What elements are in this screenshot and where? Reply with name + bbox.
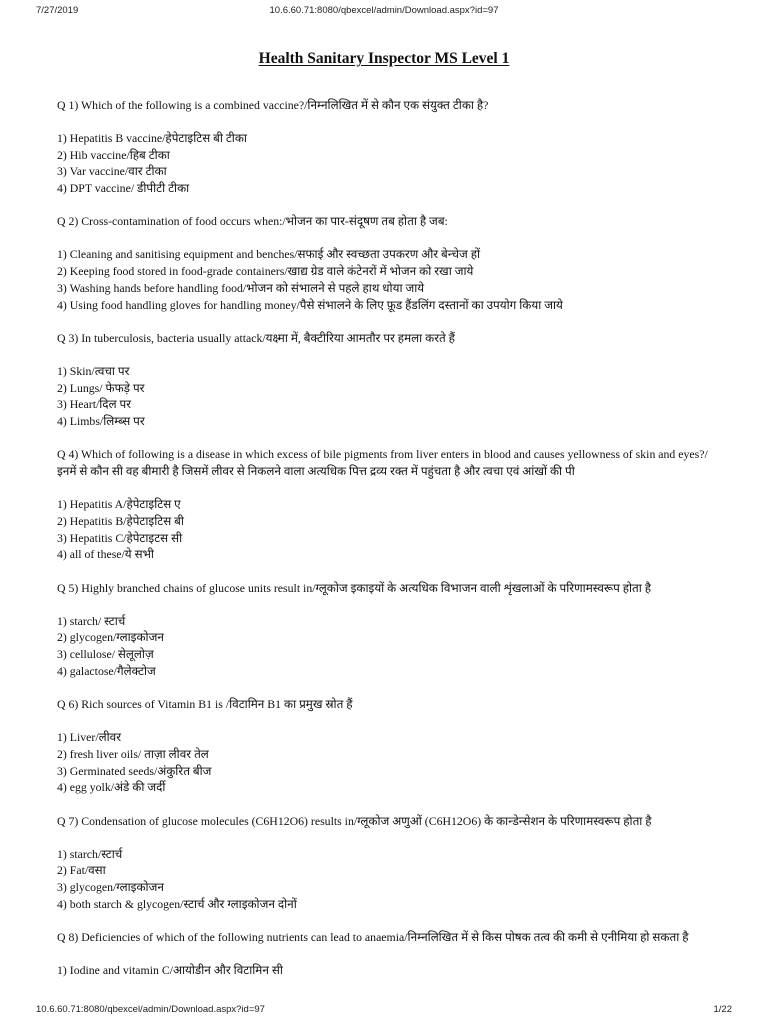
option: 4) galactose/गैलेक्टोज xyxy=(57,663,156,678)
print-header xyxy=(0,5,768,19)
options-2 xyxy=(57,246,717,313)
option: 2) Hib vaccine/हिब टीका xyxy=(57,147,170,162)
question-3: Q 3) In tuberculosis, bacteria usually attack/यक्ष्मा में, बैक्टीरिया आमतौर पर हमला करते हैं xyxy=(57,330,455,345)
options-5 xyxy=(57,613,717,680)
option: 1) Cleaning and sanitising equipment and benches/सफाई और स्वच्छता उपकरण और बेन्चेज हों xyxy=(57,247,481,262)
option: 1) Hepatitis A/हेपेटाइटिस ए xyxy=(57,497,181,512)
option: 3) Var vaccine/वार टीका xyxy=(57,164,167,179)
question-2: Q 2) Cross-contamination of food occurs when:/भोजन का पार-संदूषण तब होता है जब: xyxy=(57,214,448,229)
option: 2) Lungs/ फेफड़े पर xyxy=(57,380,145,395)
option: 2) Keeping food stored in food-grade containers/खाद्य ग्रेड वाले कंटेनरों में भोजन को रखा जाये xyxy=(57,264,474,279)
options-4 xyxy=(57,496,717,563)
question-7: Q 7) Condensation of glucose molecules (C6H12O6) results in/ग्लूकोज अणुओं (C6H12O6) के कान्डेन्सेशन के परिणामस्वरूप होता है xyxy=(57,813,652,828)
print-url: 10.6.60.71:8080/qbexcel/admin/Download.aspx?id=97 xyxy=(269,5,499,16)
options-1 xyxy=(57,130,717,197)
options-7 xyxy=(57,846,717,913)
option: 1) starch/ स्टार्च xyxy=(57,613,126,628)
option: 1) starch/स्टार्च xyxy=(57,846,123,861)
option: 4) egg yolk/अंडे की जर्दी xyxy=(57,780,166,795)
question-1: Q 1) Which of the following is a combined vaccine?/निम्नलिखित में से कौन एक संयुक्त टीका है? xyxy=(57,98,489,112)
footer-url: 10.6.60.71:8080/qbexcel/admin/Download.aspx?id=97 xyxy=(36,1004,265,1015)
print-footer xyxy=(0,1004,768,1018)
option: 1) Skin/त्वचा पर xyxy=(57,363,130,378)
option: 2) glycogen/ग्लाइकोजन xyxy=(57,630,164,645)
option: 2) Fat/वसा xyxy=(57,863,106,878)
question-8: Q 8) Deficiencies of which of the following nutrients can lead to anaemia/निम्नलिखित में से किस पोषक तत्व की कमी से एनीमिया हो सकता है xyxy=(57,930,689,945)
option: 2) fresh liver oils/ ताज़ा लीवर तेल xyxy=(57,746,209,761)
option: 1) Iodine and vitamin C/आयोडीन और विटामिन सी xyxy=(57,962,283,977)
option: 4) Using food handling gloves for handling money/पैसे संभालने के लिए फ़ूड हैंडलिंग दस्तानों का उपयोग किया जाये xyxy=(57,297,563,312)
option: 4) DPT vaccine/ डीपीटी टीका xyxy=(57,181,190,196)
option: 1) Liver/लीवर xyxy=(57,730,122,745)
option: 4) Limbs/लिम्ब्स पर xyxy=(57,414,145,429)
option: 3) Heart/दिल पर xyxy=(57,397,132,412)
option: 4) both starch & glycogen/स्टार्च और ग्लाइकोजन दोनों xyxy=(57,896,297,911)
options-3 xyxy=(57,363,717,430)
option: 1) Hepatitis B vaccine/हेपेटाइटिस बी टीका xyxy=(57,130,247,145)
option: 3) cellulose/ सेलूलोज़ xyxy=(57,647,154,662)
options-6 xyxy=(57,729,717,796)
page-title: Health Sanitary Inspector MS Level 1 xyxy=(258,50,510,67)
option: 4) all of these/ये सभी xyxy=(57,547,154,562)
option: 3) Hepatitis C/हेपेटाइटस सी xyxy=(57,530,183,545)
option: 3) glycogen/ग्लाइकोजन xyxy=(57,880,164,895)
page-number: 1/22 xyxy=(713,1004,732,1015)
question-5: Q 5) Highly branched chains of glucose units result in/ग्लूकोज इकाइयों के अत्यधिक विभाजन वाली शृंखलाओं के परिणामस्वरूप होता है xyxy=(57,580,652,595)
options-8 xyxy=(57,962,717,979)
question-6: Q 6) Rich sources of Vitamin B1 is /विटामिन B1 का प्रमुख स्रोत हैं xyxy=(57,697,353,712)
option: 3) Germinated seeds/अंकुरित बीज xyxy=(57,763,212,778)
question-4: Q 4) Which of following is a disease in which excess of bile pigments from liver enters in blood and causes yellowness of skin and eyes?/इनमें से कौन सी वह बीमारी है जिसमें लीवर से निकलने वाला अत्यधिक पित्त द्रव्य रक्त में पहुंचता है और त्वचा एवं आंखों की पी xyxy=(57,447,708,479)
option: 3) Washing hands before handling food/भोजन को संभालने से पहले हाथ धोया जाये xyxy=(57,280,425,295)
print-date: 7/27/2019 xyxy=(36,5,79,16)
question-list xyxy=(57,97,717,995)
option: 2) Hepatitis B/हेपेटाइटिस बी xyxy=(57,513,184,528)
